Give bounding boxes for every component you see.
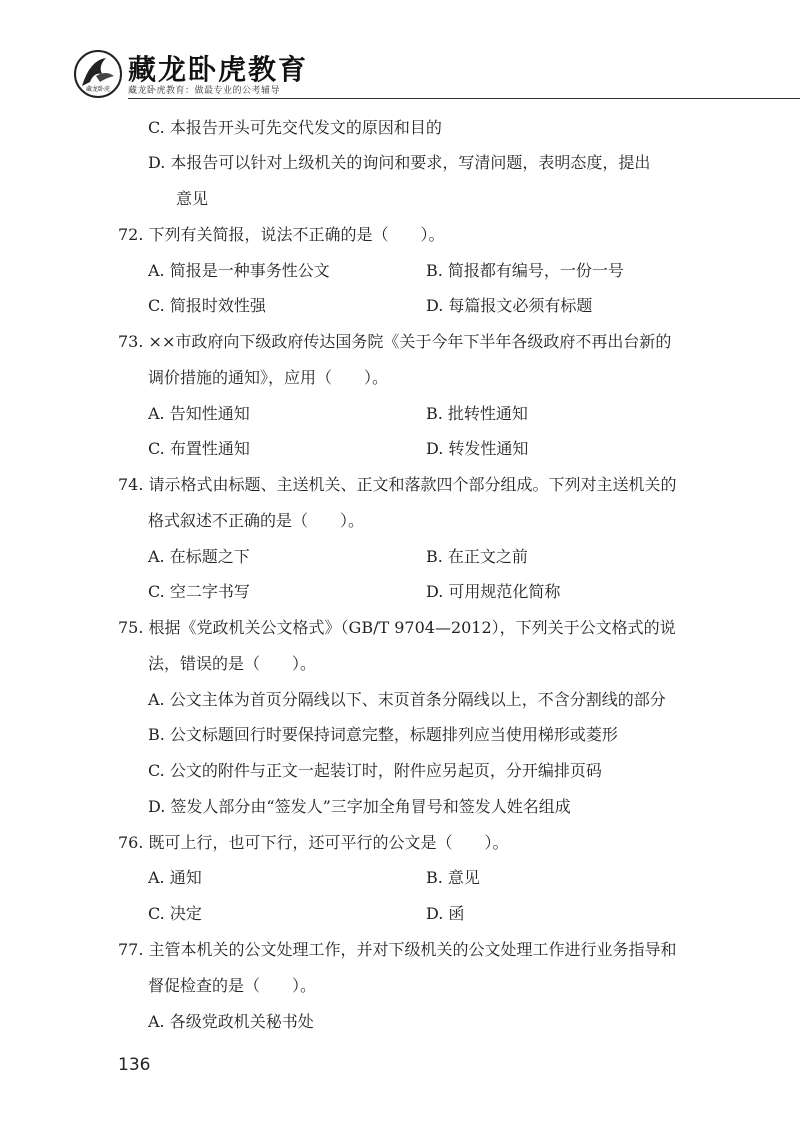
option-line: B. 简报都有编号，一份一号 (426, 261, 624, 280)
option-line: C. 决定 (148, 904, 202, 923)
brand-slogan: 藏龙卧虎教育：做最专业的公考辅导 (128, 86, 281, 96)
option-line: A. 简报是一种事务性公文 (148, 261, 330, 280)
brand-logo (74, 50, 122, 98)
logo-caption: 藏龙卧虎 (85, 86, 110, 93)
brand-name: 藏龙卧虎教育 (128, 53, 309, 86)
option-line: C. 公文的附件与正文一起装订时，附件应另起页，分开编排页码 (148, 761, 602, 780)
page-header (0, 0, 800, 100)
option-line: D. 函 (426, 904, 465, 923)
question-stem: 73. ××市政府向下级政府传达国务院《关于今年下半年各级政府不再出台新的 (118, 332, 672, 351)
option-line: B. 批转性通知 (426, 404, 528, 423)
option-line: B. 公文标题回行时要保持词意完整，标题排列应当使用梯形或菱形 (148, 725, 618, 744)
option-line: C. 简报时效性强 (148, 296, 266, 315)
option-line: A. 公文主体为首页分隔线以下、末页首条分隔线以上，不含分割线的部分 (148, 690, 666, 709)
option-line: C. 本报告开头可先交代发文的原因和目的 (148, 118, 442, 137)
page-number: 136 (118, 1055, 151, 1075)
option-line: C. 空二字书写 (148, 582, 250, 601)
option-line: B. 在正文之前 (426, 547, 528, 566)
option-line: D. 签发人部分由“签发人”三字加全角冒号和签发人姓名组成 (148, 797, 571, 816)
option-line: D. 本报告可以针对上级机关的询问和要求，写清问题，表明态度，提出 (148, 153, 651, 172)
question-stem-continuation: 法，错误的是（ ）。 (148, 654, 317, 673)
option-line: D. 可用规范化简称 (426, 582, 561, 601)
option-line: D. 转发性通知 (426, 439, 529, 458)
question-stem: 74. 请示格式由标题、主送机关、正文和落款四个部分组成。下列对主送机关的 (118, 475, 677, 494)
question-stem: 72. 下列有关简报，说法不正确的是（ ）。 (118, 225, 445, 244)
question-stem: 76. 既可上行，也可下行，还可平行的公文是（ ）。 (118, 833, 509, 852)
option-line: C. 布置性通知 (148, 439, 250, 458)
option-line: B. 意见 (426, 868, 480, 887)
option-line: A. 各级党政机关秘书处 (148, 1012, 314, 1031)
question-stem: 75. 根据《党政机关公文格式》（GB/T 9704—2012），下列关于公文格式的说 (118, 618, 676, 637)
option-continuation: 意见 (176, 189, 209, 208)
option-line: A. 告知性通知 (148, 404, 250, 423)
question-stem: 77. 主管本机关的公文处理工作，并对下级机关的公文处理工作进行业务指导和 (118, 940, 677, 959)
question-stem-continuation: 调价措施的通知》，应用（ ）。 (148, 368, 389, 387)
question-stem-continuation: 格式叙述不正确的是（ ）。 (148, 511, 365, 530)
option-line: D. 每篇报文必须有标题 (426, 296, 593, 315)
question-stem-continuation: 督促检查的是（ ）。 (148, 976, 317, 995)
option-line: A. 通知 (148, 868, 202, 887)
header-divider (128, 98, 800, 99)
option-line: A. 在标题之下 (148, 547, 250, 566)
